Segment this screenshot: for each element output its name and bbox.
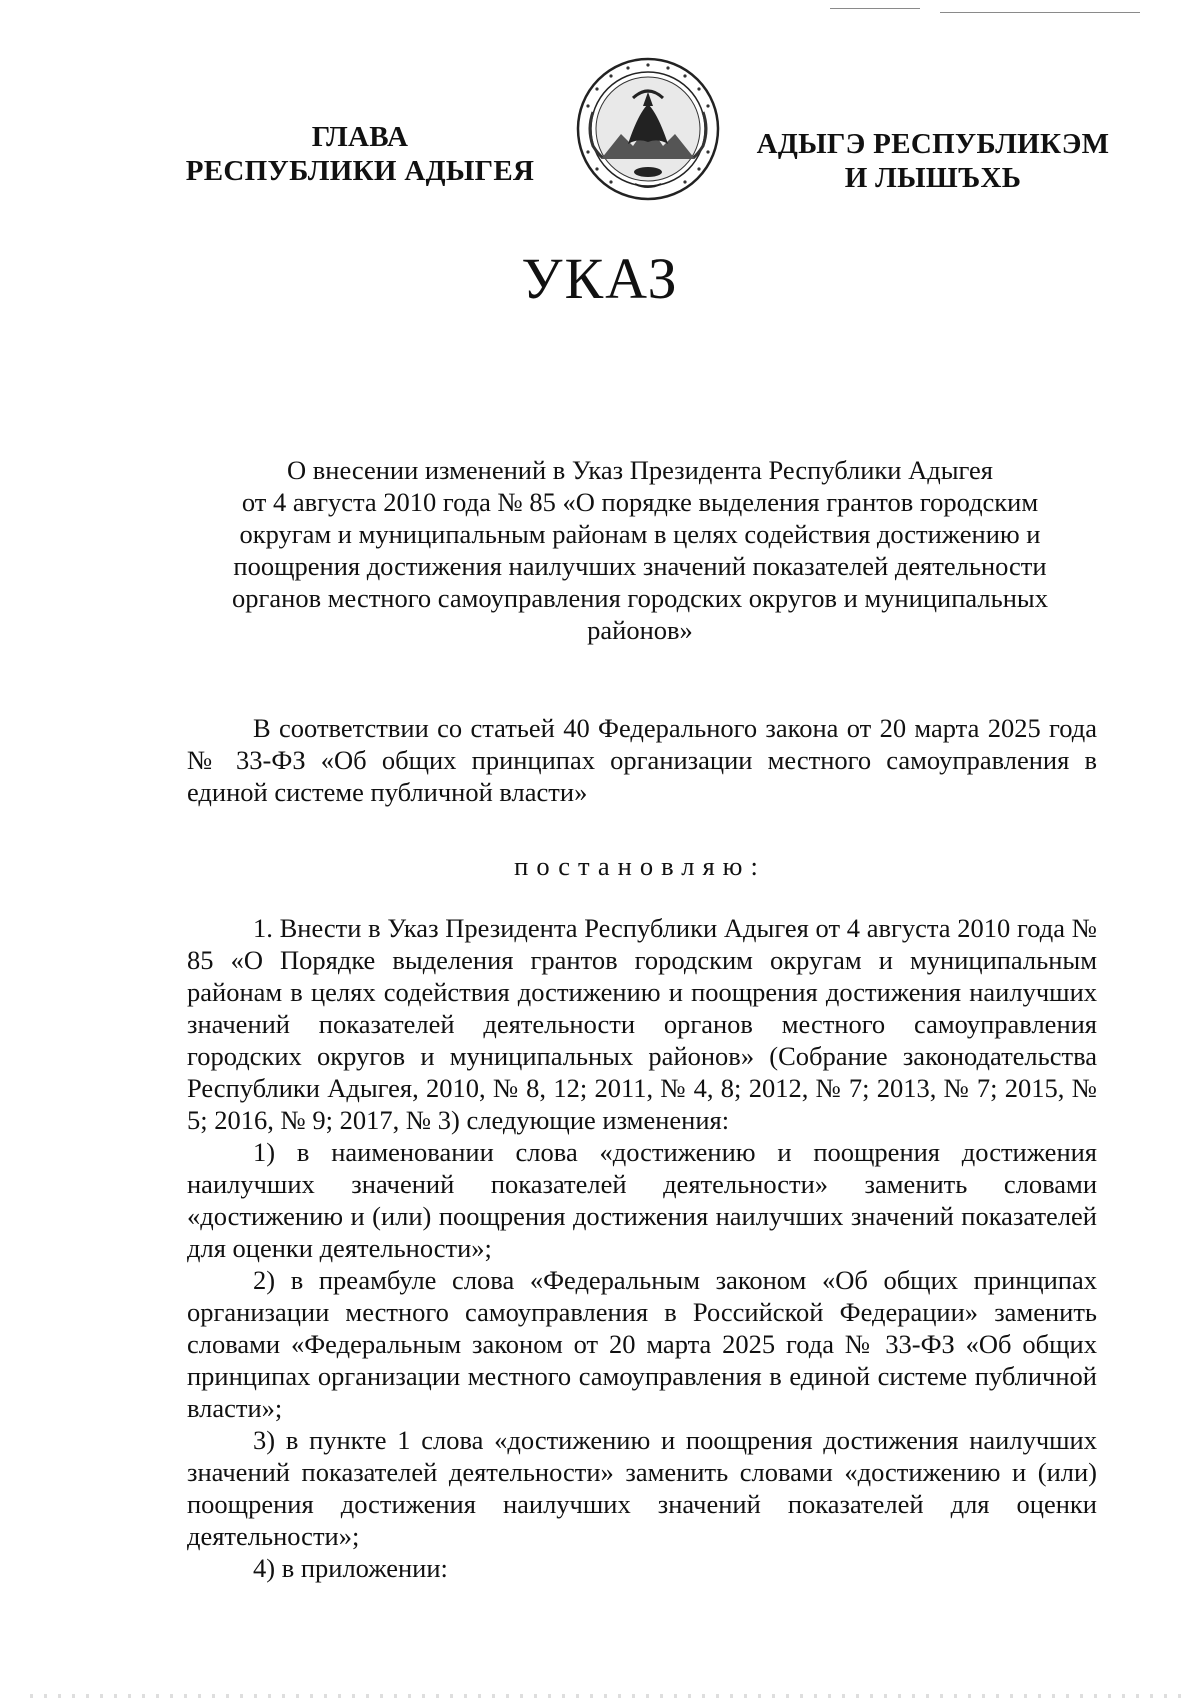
subclause-1: 1) в наименовании слова «достижению и поощрения достижения наилучших значений показателей деятельности» заменить словами «достижению и (или) поощрения достижения наилучших значений показателей для оценки деятельности»; xyxy=(187,1137,1097,1263)
subject-line: от 4 августа 2010 года № 85 «О порядке выделения грантов городским xyxy=(241,487,1039,517)
issuer-line: АДЫГЭ РЕСПУБЛИКЭМ xyxy=(756,128,1110,160)
document-subject xyxy=(195,454,1085,646)
clauses-section xyxy=(187,912,1097,1584)
subclause-4: 4) в приложении: xyxy=(253,1553,448,1583)
preamble-paragraph: В соответствии со статьей 40 Федерального закона от 20 марта 2025 года № 33-ФЗ «Об общих принципах организации местного самоуправления в единой системе публичной власти» xyxy=(187,713,1097,807)
issuer-title-russian xyxy=(150,120,570,188)
subject-line: органов местного самоуправления городских округов и муниципальных xyxy=(232,583,1048,613)
republic-of-adygea-coat-of-arms-icon xyxy=(573,54,723,204)
issuer-line: И ЛЫШЪХЬ xyxy=(844,162,1022,194)
subject-line: поощрения достижения наилучших значений показателей деятельности xyxy=(233,551,1047,581)
scan-artifact-line xyxy=(940,12,1140,13)
scan-artifact-dots xyxy=(30,1694,1190,1698)
issuer-line: РЕСПУБЛИКИ АДЫГЕЯ xyxy=(185,155,535,187)
issuer-line: ГЛАВА xyxy=(311,121,409,153)
issuer-title-adyghe xyxy=(738,127,1128,195)
subclause-3: 3) в пункте 1 слова «достижению и поощрения достижения наилучших значений показателей деятельности» заменить словами «достижению и (или) поощрения достижения наилучших значений показателей для оценки деятельности»; xyxy=(187,1425,1097,1551)
scan-artifact-line xyxy=(830,8,920,9)
document-title: УКАЗ xyxy=(521,246,679,311)
subject-line: округам и муниципальным районам в целях содействия достижению и xyxy=(239,519,1041,549)
subclause-2: 2) в преамбуле слова «Федеральным законом «Об общих принципах организации местного самоуправления в Российской Федерации» заменить словами «Федеральным законом от 20 марта 2025 года № 33-ФЗ «Об общих принципах организации местного самоуправления в единой системе публичной власти»; xyxy=(187,1265,1097,1423)
subject-line: районов» xyxy=(587,615,693,645)
subject-line: О внесении изменений в Указ Президента Республики Адыгея xyxy=(286,455,993,485)
clause-1: 1. Внести в Указ Президента Республики Адыгея от 4 августа 2010 года № 85 «О Порядке выделения грантов городским округам и муниципальным районам в целях содействия достижению и поощрения достижения наилучших значений показателей деятельности органов местного самоуправления городских округов и муниципальных районов» (Собрание законодательства Республики Адыгея, 2010, № 8, 12; 2011, № 4, 8; 2012, № 7; 2013, № 7; 2015, № 5; 2016, № 9; 2017, № 3) следующие изменения: xyxy=(187,913,1097,1135)
decree-word: постановляю: xyxy=(514,851,766,881)
